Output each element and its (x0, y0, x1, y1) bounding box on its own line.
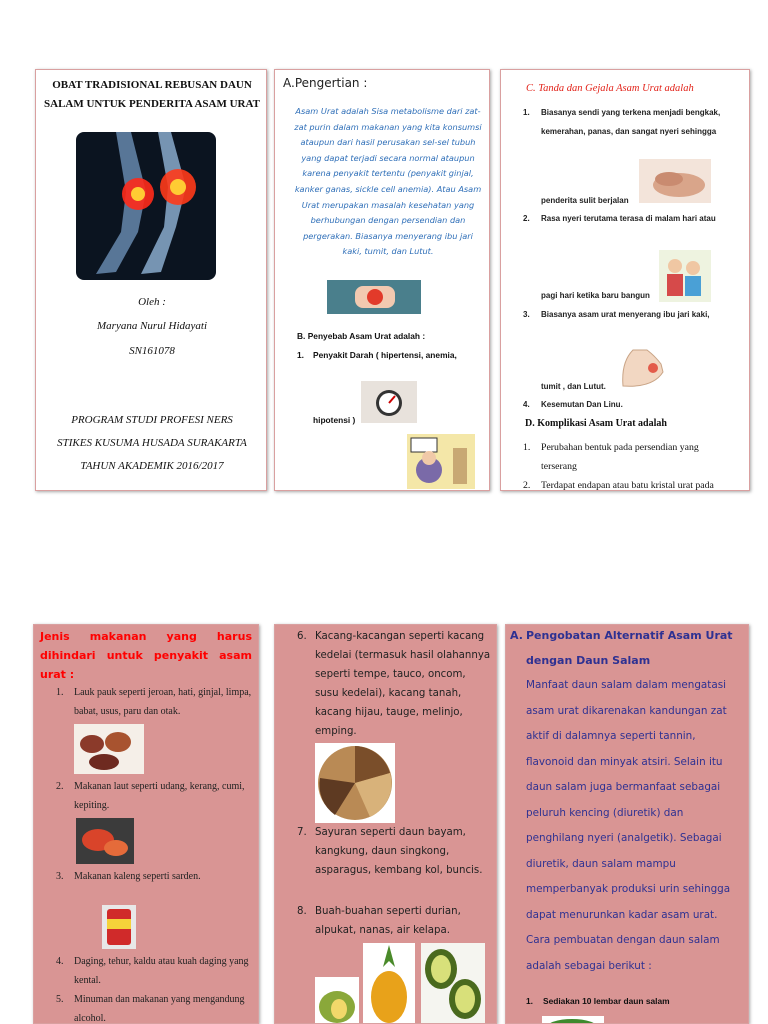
food-7-text: Sayuran seperti daun bayam, kangkung, daun singkong, asparagus, kembang kol, buncis. (315, 827, 483, 876)
complication-1-number: 1. (523, 442, 531, 453)
symptom-1-line2: kemerahan, panas, dan sangat nyeri sehingga (541, 127, 717, 136)
food-4-text: Daging, tehur, kaldu atau kuah daging yang kental. (74, 956, 249, 986)
cause-1-line2: hipotensi ) (313, 415, 356, 425)
seafood-image (76, 818, 134, 864)
food-3-number: 3. (56, 871, 64, 882)
symptom-2-number: 2. (523, 214, 530, 223)
cause-heading: B. Penyebab Asam Urat adalah : (297, 331, 426, 341)
cause-1-number: 1. (297, 350, 304, 360)
institution-name: STIKES KUSUMA HUSADA SURAKARTA (57, 437, 247, 449)
symptom-3-line2: tumit , dan Lutut. (541, 382, 606, 391)
food-2-number: 2. (56, 781, 64, 792)
academic-year: TAHUN AKADEMIK 2016/2017 (80, 460, 224, 472)
sardine-can-image (102, 905, 136, 949)
symptoms-heading: C. Tanda dan Gejala Asam Urat adalah (526, 83, 694, 94)
food-7-number: 7. (297, 827, 307, 838)
treatment-body: Manfaat daun salam dalam mengatasi asam urat dikarenakan kandungan zat aktif di dalamnya seperti tannin, flavonoid dan minyak atsiri. Selain itu daun salam juga bermanfaat sebagai peluruh kencing (diuretik) dan penghilang nyeri (analgetik). Sebagai diuretik, daun salam mampu memperbanyak produksi urin sehingga dapat menurunkan kadar asam urat. Cara pembuatan dengan daun salam adalah sebagai berikut : (526, 679, 731, 972)
food-8-text: Buah-buahan seperti durian, alpukat, nanas, air kelapa. (315, 906, 461, 936)
cartoon-doctor-image (407, 434, 475, 489)
symptom-3-number: 3. (523, 310, 530, 319)
pineapple-image (363, 943, 415, 1024)
food-6-text: Kacang-kacangan seperti kacang kedelai (termasuk hasil olahannya seperti tempe, tauco, oncom, susu kedelai), kacang tanah, kacang hijau, tauge, melinjo, emping. (315, 631, 491, 737)
food-5-number: 5. (56, 994, 64, 1005)
hand-on-knee-image (639, 159, 711, 203)
complication-1-line1: Perubahan bentuk pada persendian yang (541, 442, 699, 453)
author-label: Oleh : (138, 296, 166, 308)
author-name: Maryana Nurul Hidayati (97, 320, 207, 332)
complications-heading: D. Komplikasi Asam Urat adalah (525, 418, 667, 429)
symptom-4-number: 4. (523, 400, 530, 409)
knee-pain-image (76, 132, 216, 280)
durian-image (315, 977, 359, 1024)
definition-panel (274, 69, 490, 491)
nuts-image (315, 743, 395, 823)
complication-2-number: 2. (523, 480, 531, 491)
food-5-text: Minuman dan makanan yang mengandung alcohol. (74, 994, 245, 1024)
cause-1-line1: Penyakit Darah ( hipertensi, anemia, (313, 350, 457, 360)
food-3-text: Makanan kaleng seperti sarden. (74, 871, 201, 882)
symptoms-panel (500, 69, 750, 491)
avocado-image (421, 943, 485, 1024)
symptom-4-line1: Kesemutan Dan Linu. (541, 400, 623, 409)
knee-bandage-image (327, 280, 421, 314)
treatment-heading-letter: A. (510, 629, 523, 642)
program-name: PROGRAM STUDI PROFESI NERS (71, 414, 233, 426)
foot-xray-image (613, 342, 671, 392)
treatment-heading: Pengobatan Alternatif Asam Urat dengan Daun Salam (526, 629, 733, 667)
food-1-number: 1. (56, 687, 64, 698)
cover-title: OBAT TRADISIONAL REBUSAN DAUN SALAM UNTUK PENDERITA ASAM URAT (44, 79, 260, 110)
food-4-number: 4. (56, 956, 64, 967)
treatment-panel (505, 624, 749, 1024)
symptom-2-line1: Rasa nyeri terutama terasa di malam hari atau (541, 214, 716, 223)
symptom-1-line3: penderita sulit berjalan (541, 196, 629, 205)
organ-meat-image (74, 724, 144, 774)
complication-2-line1: Terdapat endapan atau batu kristal urat pada (541, 480, 714, 491)
food-2-text: Makanan laut seperti udang, kerang, cumi, kepiting. (74, 781, 245, 811)
cover-panel (35, 69, 267, 491)
foods-to-avoid-heading: Jenis makanan yang harus dihindari untuk penyakit asam urat : (40, 630, 252, 681)
foods-to-avoid-continued-panel (274, 624, 497, 1024)
symptom-3-line1: Biasanya asam urat menyerang ibu jari kaki, (541, 310, 710, 319)
definition-text: Asam Urat adalah Sisa metabolisme dari zat-zat purin dalam makanan yang kita konsumsi ataupun dari hasil perusakan sel-sel tubuh yang dapat terjadi secara normal ataupun karena penyakit tertentu (penyakit ginjal, kanker ganas, sickle cell anemia). Atau Asam Urat merupakan masalah kesehatan yang berhubungan dengan persendian dan pergerakan. Biasanya menyerang ibu jari kaki, tumit, dan Lutut. (294, 106, 482, 257)
food-8-number: 8. (297, 906, 307, 917)
family-image (659, 250, 711, 302)
step-1-number: 1. (526, 996, 533, 1006)
foods-to-avoid-panel (33, 624, 259, 1024)
food-1-text: Lauk pauk seperti jeroan, hati, ginjal, limpa, babat, usus, paru dan otak. (74, 687, 252, 717)
food-6-number: 6. (297, 631, 307, 642)
symptom-1-line1: Biasanya sendi yang terkena menjadi bengkak, (541, 108, 721, 117)
complication-1-line2: terserang (541, 461, 577, 472)
symptom-2-line2: pagi hari ketika baru bangun (541, 291, 650, 300)
step-1-text: Sediakan 10 lembar daun salam (543, 996, 670, 1006)
student-id: SN161078 (129, 345, 175, 357)
definition-heading: A.Pengertian : (283, 76, 368, 90)
symptom-1-number: 1. (523, 108, 530, 117)
bay-leaf-image (542, 1013, 604, 1024)
blood-pressure-image (361, 381, 417, 423)
